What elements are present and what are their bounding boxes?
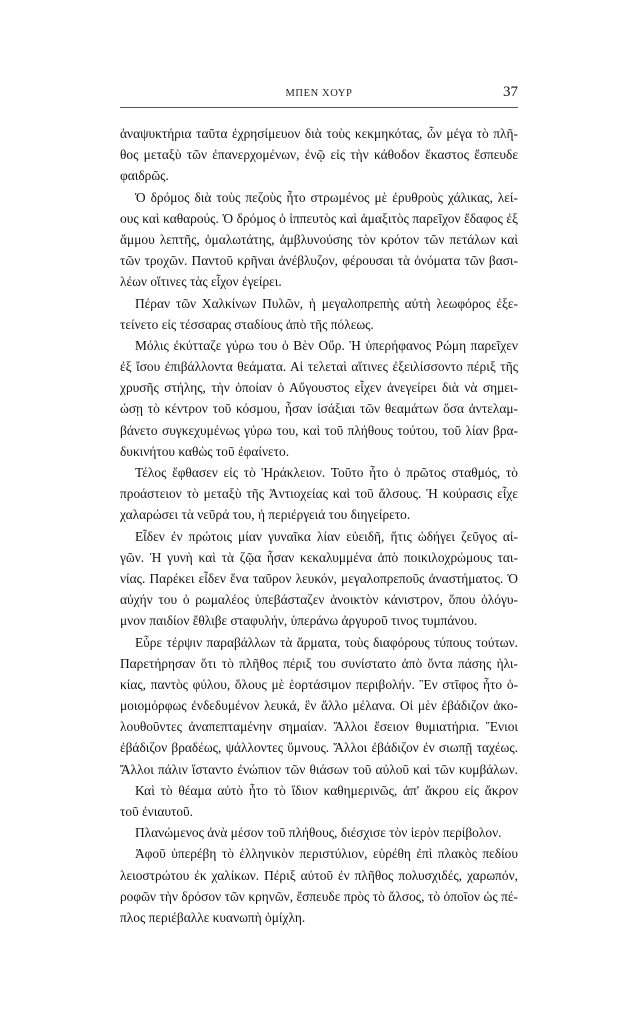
page-header: [120, 84, 518, 108]
text-line: βάνετο συγκεχυμένως γύρω του, καὶ τοῦ πλήθους τούτου, τοῦ λίαν βρα-: [120, 422, 518, 438]
text-line: Πλανώμενος ἀνὰ μέσον τοῦ πλήθους, διέσχισε τὸν ἱερὸν περίβολον.: [135, 825, 502, 841]
text-line: Ὁ δρόμος διὰ τοὺς πεζοὺς ἦτο στρωμένος μὲ ἐρυθροὺς χάλικας, λεί-: [135, 189, 518, 205]
text-line: λουθοῦντες ἀναπεπταμένην σημαίαν. Ἄλλοι ἔσειον θυμιατήρια. Ἔνιοι: [120, 719, 518, 735]
text-line: Εὗρε τέρψιν παραβάλλων τὰ ἅρματα, τοὺς διαφόρους τύπους τούτων.: [135, 634, 518, 650]
text-line: νίας. Παρέκει εἶδεν ἕνα ταῦρον λευκόν, μεγαλοπρεποῦς ἀναστήματος. Ὁ: [120, 570, 518, 586]
text-line: ροφῶν τὴν δρόσον τῶν κρηνῶν, ἔσπευδε πρὸς τὸ ἄλσος, τὸ ὁποῖον ὡς πέ-: [120, 888, 518, 904]
text-line: προάστειον τὸ μεταξὺ τῆς Ἀντιοχείας καὶ τοῦ ἄλσους. Ἡ κούρασις εἶχε: [120, 486, 518, 502]
running-head: ΜΠΕΝ ΧΟΥΡ: [285, 88, 353, 99]
text-line: ώσῃ τὸ κέντρον τοῦ κόσμου, ἦσαν ἰσάξιαι τῶν θεαμάτων ὅσα ἀντελαμ-: [120, 401, 518, 417]
text-line: Ἄλλοι πάλιν ἵσταντο ἐνώπιον τῶν θιάσων τοῦ αὐλοῦ καὶ τῶν κυμβάλων.: [120, 761, 518, 777]
text-line: Εἶδεν ἐν πρώτοις μίαν γυναῖκα λίαν εὐειδῆ, ἥτις ὡδήγει ζεῦγος αἰ-: [135, 528, 518, 544]
body-text: [120, 123, 518, 928]
text-line: αὐχήν του ὁ ρωμαλέος ὑπεβάσταζεν ἀνοικτὸν κάνιστρον, ὅπου ὁλόγυ-: [120, 592, 518, 608]
text-line: Τέλος ἔφθασεν εἰς τὸ Ἡράκλειον. Τοῦτο ἦτο ὁ πρῶτος σταθμός, τὸ: [135, 465, 518, 480]
text-line: μνον παιδίον ἔθλιβε σταφυλήν, ὑπεράνω ἀργυροῦ τινος τυμπάνου.: [120, 613, 478, 629]
text-line: Μόλις ἐκύτταζε γύρω του ὁ Βὲν Οὔρ. Ἡ ὑπερήφανος Ρώμη παρεῖχεν: [135, 337, 518, 353]
text-line: τῶν τροχῶν. Παντοῦ κρῆναι ἀνέβλυζον, φέρουσαι τὰ ὀνόματα τῶν βασι-: [120, 253, 518, 269]
text-line: τείνετο εἰς τέσσαρας σταδίους ἀπὸ τῆς πόλεως.: [120, 316, 374, 332]
text-line: χαλαρώσει τὰ νεῦρά του, ἡ περιέργειά του διηγείρετο.: [120, 507, 411, 523]
text-line: ἐβάδιζον βραδέως, ψάλλοντες ὕμνους. Ἄλλοι ἐβάδιζον ἐν σιωπῇ ταχέως.: [120, 740, 518, 756]
text-line: δυκινήτου καθὼς τοῦ ἐφαίνετο.: [120, 443, 290, 459]
text-line: θος μεταξὺ τῶν ἐπανερχομένων, ἐνῷ εἰς τὴν κάθοδον ἕκαστος ἔσπευδε: [120, 147, 518, 163]
text-line: τοῦ ἐνιαυτοῦ.: [120, 804, 194, 819]
header-rule: [120, 107, 518, 108]
text-line: Ἀφοῦ ὑπερέβη τὸ ἑλληνικὸν περιστύλιον, εὑρέθη ἐπὶ πλακὸς πεδίου: [135, 846, 518, 862]
text-line: χρυσῆς στήλης, τὴν ὁποίαν ὁ Αὔγουστος εἶχεν ἀνεγείρει διὰ νὰ σημει-: [120, 380, 518, 396]
text-line: φαιδρῶς.: [120, 168, 169, 184]
text-line: ἐξ ἴσου ἐπιβάλλοντα θεάματα. Αἱ τελεταὶ αἵτινες ἐξειλίσσοντο πέριξ τῆς: [120, 359, 518, 375]
text-line: ους καὶ καθαρούς. Ὁ δρόμος ὁ ἱππευτὸς καὶ ἁμαξιτὸς παρεῖχον ἔδαφος ἐξ: [120, 210, 518, 226]
text-line: Παρετήρησαν ὅτι τὸ πλῆθος πέριξ του συνίστατο ἀπὸ ὄντα πάσης ἡλι-: [120, 655, 518, 671]
text-line: Πέραν τῶν Χαλκίνων Πυλῶν, ἡ μεγαλοπρεπὴς αὐτὴ λεωφόρος ἐξε-: [135, 295, 518, 311]
text-line: ἀναψυκτήρια ταῦτα ἐχρησίμευον διὰ τοὺς κεκμηκότας, ὧν μέγα τὸ πλῆ-: [120, 126, 518, 141]
text-line: Καὶ τὸ θέαμα αὐτὸ ἦτο τὸ ἴδιον καθημερινῶς, ἀπ' ἄκρου εἰς ἄκρον: [135, 782, 518, 798]
text-line: πλος περιέβαλλε κυανωπὴ ὁμίχλη.: [120, 909, 306, 925]
text-line: κίας, παντὸς φύλου, ὅλους μὲ ἑορτάσιμον περιβολήν. Ἓν στῖφος ἦτο ὁ-: [120, 676, 518, 692]
page-number: 37: [503, 84, 518, 100]
text-line: γῶν. Ἡ γυνὴ καὶ τὰ ζῷα ἦσαν κεκαλυμμένα ἀπὸ ποικιλοχρώμους ται-: [120, 549, 518, 565]
text-line: ἄμμου λεπτῆς, ὁμαλωτάτης, ἀμβλυνούσης τὸν κρότον τῶν πετάλων καὶ: [120, 231, 518, 247]
text-line: λέων οἵτινες τὰς εἶχον ἐγείρει.: [120, 274, 282, 290]
text-line: μοιομόρφως ἐνδεδυμένον λευκά, ἓν ἄλλο μέλανα. Οἱ μὲν ἐβάδιζον ἀκο-: [120, 698, 518, 714]
text-line: λειοστρώτου ἐκ χαλίκων. Πέριξ αὐτοῦ ἐν πλῆθος πολυσχιδές, χαρωπόν,: [120, 867, 518, 883]
